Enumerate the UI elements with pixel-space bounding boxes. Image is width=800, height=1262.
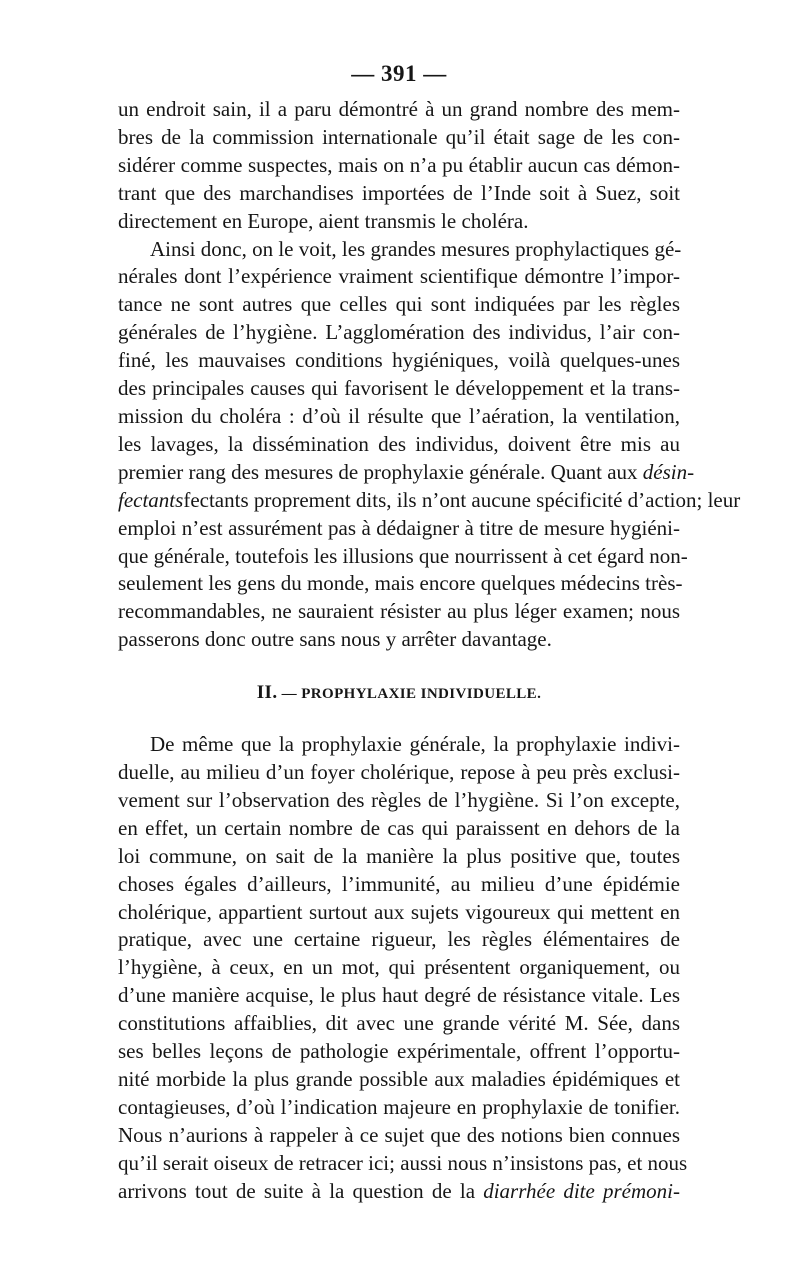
text-line: contagieuses, d’où l’indication majeure en prophylaxie de tonifier. xyxy=(118,1094,680,1119)
text-line: trant que des marchandises importées de l’Inde soit à Suez, soit xyxy=(118,180,680,205)
text-line: sidérer comme suspectes, mais on n’a pu établir aucun cas démon- xyxy=(118,152,680,177)
text-line: d’une manière acquise, le plus haut degré de résistance vitale. Les xyxy=(118,983,680,1008)
text-line: loi commune, on sait de la manière la plus positive que, toutes xyxy=(118,843,680,868)
text-segment: fectants proprement dits, ils n’ont aucune spécificité d’action; leur xyxy=(183,487,741,512)
text-line: l’hygiène, à ceux, en un mot, qui présentent organiquement, ou xyxy=(118,955,680,980)
text-line: ses belles leçons de pathologie expérimentale, offrent l’opportu- xyxy=(118,1039,680,1064)
text-segment: arrivons tout de suite à la question de la xyxy=(118,1178,484,1203)
book-page xyxy=(118,60,741,1206)
page-number: — 391 — xyxy=(351,61,447,86)
text-line: emploi n’est assurément pas à dédaigner à titre de mesure hygiéni- xyxy=(118,515,680,540)
text-line: les lavages, la dissémination des individus, doivent être mis au xyxy=(118,431,680,456)
text-line: que générale, toutefois les illusions que nourrissent à cet égard non- xyxy=(118,543,688,568)
text-line: seulement les gens du monde, mais encore quelques médecins très- xyxy=(118,571,683,596)
text-line: Nous n’aurions à rappeler à ce sujet que des notions bien connues xyxy=(118,1122,680,1147)
text-line: nérales dont l’expérience vraiment scientifique démontre l’impor- xyxy=(118,264,680,289)
text-line: duelle, au milieu d’un foyer cholérique, repose à peu près exclusi- xyxy=(118,760,680,785)
text-line: des principales causes qui favorisent le développement et la trans- xyxy=(118,376,680,401)
text-line: pratique, avec une certaine rigueur, les règles élémentaires de xyxy=(118,927,680,952)
italic-term: désin- xyxy=(642,459,695,484)
text-line: vement sur l’observation des règles de l’hygiène. Si l’on excepte, xyxy=(118,787,680,812)
paragraph-1 xyxy=(118,96,680,236)
italic-term: diarrhée dite prémoni- xyxy=(483,1178,680,1203)
italic-term: fectants xyxy=(118,487,184,512)
text-line: directement en Europe, aient transmis le choléra. xyxy=(118,208,529,233)
text-line xyxy=(118,459,695,487)
text-line: un endroit sain, il a paru démontré à un grand nombre des mem- xyxy=(118,97,680,121)
text-line: qu’il serait oiseux de retracer ici; aussi nous n’insistons pas, et nous xyxy=(118,1150,688,1175)
text-line: constitutions affaiblies, dit avec une grande vérité M. Sée, dans xyxy=(118,1011,680,1036)
text-segment: premier rang des mesures de prophylaxie générale. Quant aux xyxy=(118,459,643,484)
section-title: PROPHYLAXIE INDIVIDUELLE. xyxy=(301,686,542,703)
paragraph-3 xyxy=(118,731,688,1205)
text-line xyxy=(118,487,741,515)
text-line: finé, les mauvaises conditions hygiéniques, voilà quelques-unes xyxy=(118,348,680,373)
text-line: choses égales d’ailleurs, l’immunité, au milieu d’une épidémie xyxy=(118,871,680,896)
text-line: mission du choléra : d’où il résulte que l’aération, la ventilation, xyxy=(118,403,680,428)
section-dash: — xyxy=(281,686,298,703)
text-line: cholérique, appartient surtout aux sujets vigoureux qui mettent en xyxy=(118,899,680,924)
text-line: nité morbide la plus grande possible aux maladies épidémiques et xyxy=(118,1067,680,1091)
text-line: en effet, un certain nombre de cas qui paraissent en dehors de la xyxy=(118,815,680,840)
text-line: tance ne sont autres que celles qui sont indiquées par les règles xyxy=(118,292,680,317)
text-line xyxy=(118,1178,680,1206)
paragraph-2 xyxy=(118,236,741,655)
text-line: bres de la commission internationale qu’il était sage de les con- xyxy=(118,124,680,149)
text-line: passerons donc outre sans nous y arrêter davantage. xyxy=(118,627,552,652)
section-number: II. xyxy=(256,682,278,704)
text-line: générales de l’hygiène. L’agglomération des individus, l’air con- xyxy=(118,320,680,345)
text-line: Ainsi donc, on le voit, les grandes mesures prophylactiques gé- xyxy=(150,236,682,261)
section-heading xyxy=(118,682,680,705)
text-line: De même que la prophylaxie générale, la prophylaxie indivi- xyxy=(150,732,680,757)
text-line: recommandables, ne sauraient résister au plus léger examen; nous xyxy=(118,599,680,624)
